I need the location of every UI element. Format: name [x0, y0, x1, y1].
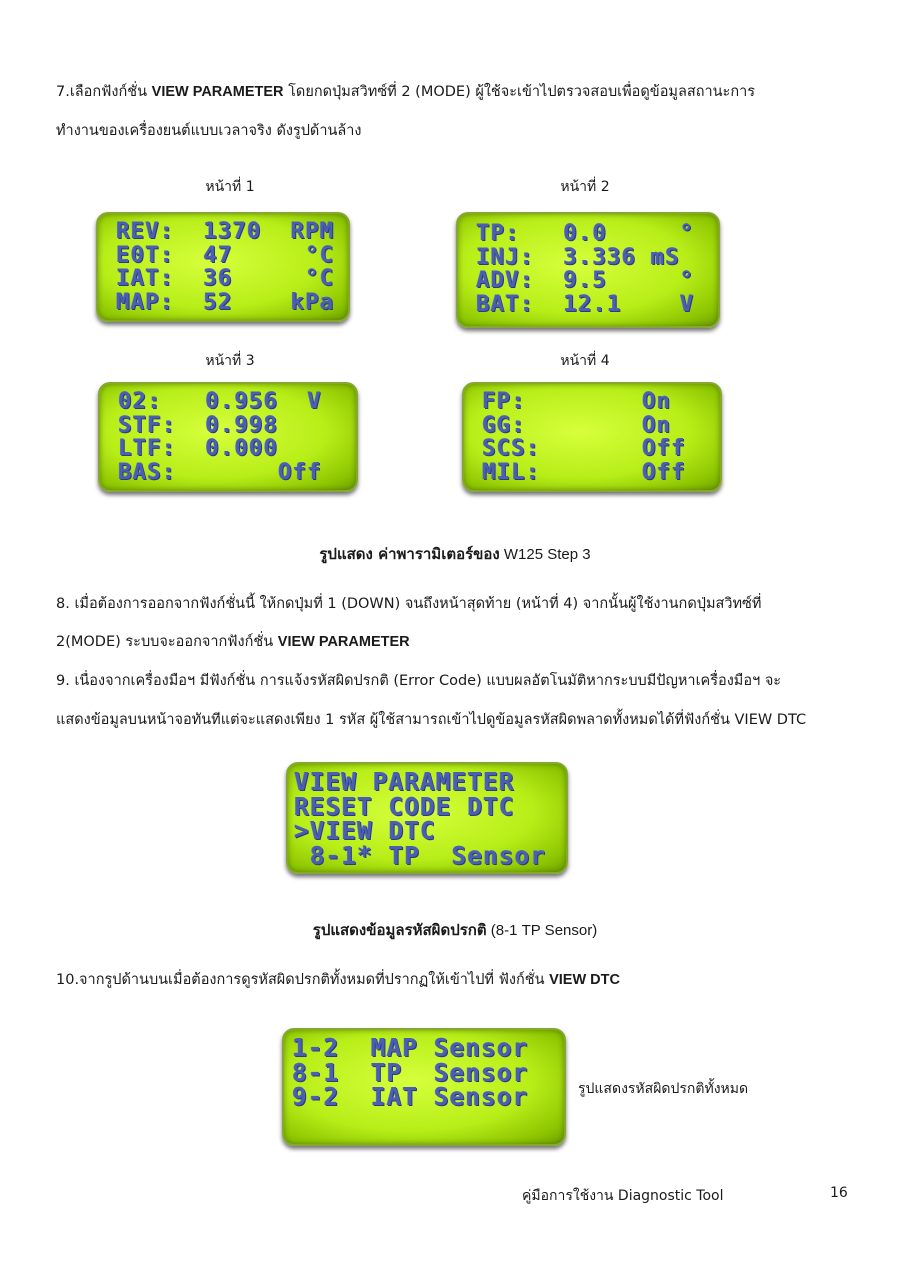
- page-label-3: หน้าที่ 3: [205, 353, 255, 369]
- p7-text-end: โดยกดปุ่มสวิทซ์ที่ 2 (MODE) ผู้ใช้จะเข้าไปตรวจสอบเพื่อดูข้อมูลสถานะการ: [283, 84, 756, 100]
- paragraph-8-line-2: [56, 632, 410, 652]
- paragraph-8-line-1: 8. เมื่อต้องการออกจากฟังก์ชั่นนี้ ให้กดปุ่มที่ 1 (DOWN) จนถึงหน้าสุดท้าย (หน้าที่ 4) จากนั้นผู้ใช้งานกดปุ่มสวิทซ์ที่: [56, 596, 762, 612]
- p7-bold: VIEW PARAMETER: [151, 84, 284, 100]
- p10-bold: VIEW DTC: [549, 972, 620, 988]
- footer-title: คู่มือการใช้งาน Diagnostic Tool: [522, 1188, 724, 1204]
- p8-text: 2(MODE) ระบบจะออกจากฟังก์ชั่น: [56, 634, 278, 650]
- lcd-menu-screen: [286, 762, 568, 874]
- paragraph-9-line-1: 9. เนื่องจากเครื่องมือฯ มีฟังก์ชั่น การแจ้งรหัสผิดปรกติ (Error Code) แบบผลอัตโนมัติหากระบบมีปัญหาเครื่องมือฯ จะ: [56, 673, 782, 689]
- lcd-page-3: [98, 382, 358, 492]
- lcd-page-2-text: TP: 0.0 ° INJ: 3.336 mS ADV: 9.5 ° BAT: 12.1 V: [476, 220, 695, 317]
- p10-text: 10.จากรูปด้านบนเมื่อต้องการดูรหัสผิดปรกติทั้งหมดที่ปรากฏให้เข้าไปที่ ฟังก์ชั่น: [56, 972, 550, 988]
- p8-bold: VIEW PARAMETER: [277, 634, 410, 650]
- page-label-1: หน้าที่ 1: [205, 179, 255, 195]
- paragraph-10: [56, 970, 620, 990]
- figure-caption-parameters: [0, 542, 910, 566]
- figure-caption-all-codes: รูปแสดงรหัสผิดปรกติทั้งหมด: [578, 1081, 749, 1097]
- lcd-page-4-text: FP: On GG: On SCS: Off MIL: Off: [482, 388, 686, 485]
- lcd-page-1-text: REV: 1370 RPM E0T: 47 °C IAT: 36 °C MAP: 52 kPa: [116, 218, 335, 315]
- caption-1-bold: รูปแสดง ค่าพารามิเตอร์ของ: [319, 545, 500, 563]
- paragraph-7-line-2: ทำงานของเครื่องยนต์แบบเวลาจริง ดังรูปด้านล้าง: [56, 123, 362, 139]
- paragraph-9-line-2: แสดงข้อมูลบนหน้าจอทันทีแต่จะแสดงเพียง 1 รหัส ผู้ใช้สามารถเข้าไปดูข้อมูลรหัสผิดพลาดทั้งหมดได้ที่ฟังก์ชั่น VIEW DTC: [56, 712, 807, 728]
- caption-1-rest: W125 Step 3: [499, 546, 591, 563]
- paragraph-7-line-1: [56, 82, 755, 102]
- lcd-page-3-text: 02: 0.956 V STF: 0.998 LTF: 0.000 BAS: Off: [118, 388, 322, 485]
- lcd-dtc-list: [282, 1028, 566, 1146]
- lcd-page-2: [456, 212, 720, 328]
- p7-text: 7.เลือกฟังก์ชั่น: [56, 84, 152, 100]
- page-number: 16: [830, 1185, 848, 1201]
- caption-2-rest: (8-1 TP Sensor): [486, 922, 598, 939]
- lcd-dtc-list-text: 1-2 MAP Sensor 8-1 TP Sensor 9-2 IAT Sensor: [292, 1033, 529, 1111]
- lcd-menu-text: VIEW PARAMETER RESET CODE DTC >VIEW DTC 8-1* TP Sensor: [294, 767, 547, 870]
- figure-caption-error-code: [0, 918, 910, 942]
- lcd-page-4: [462, 382, 722, 492]
- lcd-page-1: [96, 212, 350, 322]
- page-label-2: หน้าที่ 2: [560, 179, 610, 195]
- page-label-4: หน้าที่ 4: [560, 353, 610, 369]
- caption-2-bold: รูปแสดงข้อมูลรหัสผิดปรกติ: [312, 921, 487, 939]
